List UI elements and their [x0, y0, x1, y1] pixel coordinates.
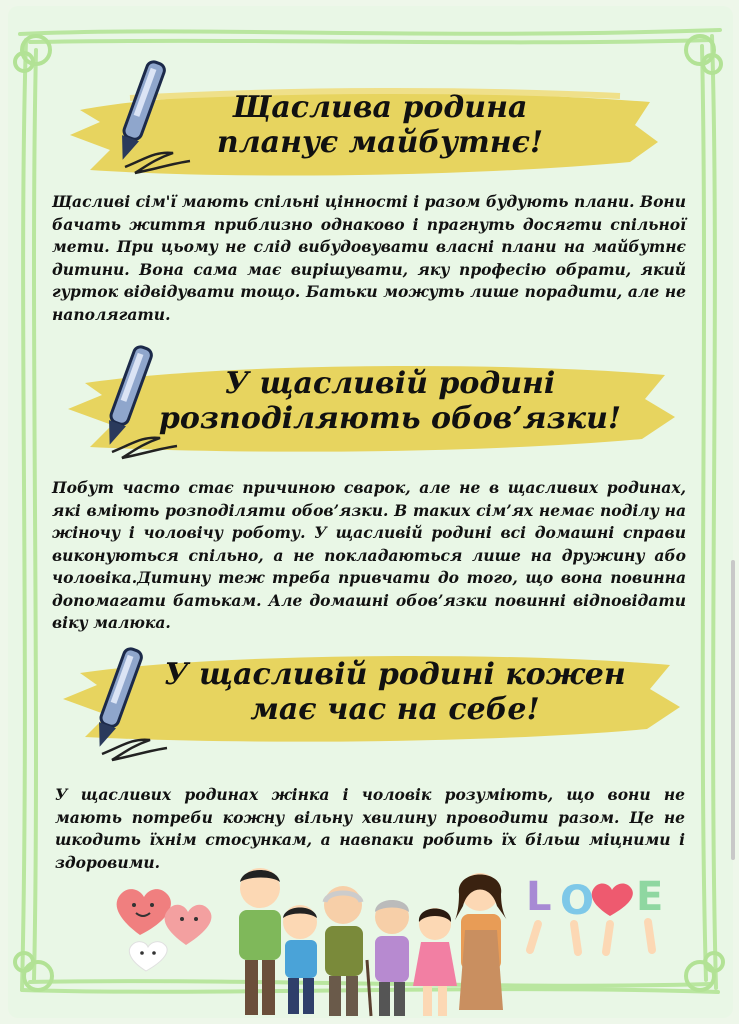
pen-icon	[72, 340, 182, 465]
section-body-2: Побут часто стає причиною сварок, але не в щасливих родинах, які вміють розподіляти обов’язки. В таких сім’ях немає поділу на жіночу і чоловічу роботу. У щасливій родині всі домашні справи виконуються спільно, а не покладаються лише на дружину або чоловіка.Дитину теж треба привчати до того, що вона повинна допомагати батькам. Але домашні обов’язки повинні відповідати віку малюка.	[52, 478, 686, 632]
section-title-3-line-2: має час на себе!	[250, 692, 540, 728]
grandma-figure	[375, 900, 409, 1016]
section-title-3	[145, 657, 645, 728]
section-title-1-line-1: Щаслива родина	[232, 90, 528, 125]
pen-icon	[62, 642, 172, 767]
love-letter-o: O	[560, 878, 595, 924]
pen-icon	[85, 55, 195, 180]
grandpa-figure	[324, 886, 371, 1016]
section-title-2	[150, 366, 630, 437]
heart-icon	[165, 905, 212, 945]
love-letter-v	[596, 842, 627, 888]
section-title-1	[150, 90, 610, 161]
section-title-1-line-2: планує майбутнє!	[216, 125, 544, 161]
love-sign	[524, 872, 674, 962]
section-body-3: У щасливих родинах жінка і чоловік розуміють, що вони не мають потреби кожну вільну хвилину проводити разом. Це не шкодить їхнім стосункам, а навпаки робить їх більш міцними і здоровими.	[55, 785, 685, 872]
father-figure	[239, 868, 281, 1015]
mother-figure	[455, 873, 507, 1010]
love-letter-e: E	[636, 874, 664, 920]
section-title-2-line-1: У щасливій родині	[224, 366, 556, 401]
section-title-3-line-1: У щасливій родині кожен	[164, 657, 626, 692]
section-body-1: Щасливі сім'ї мають спільні цінності і разом будують плани. Вони бачать життя приблизно однаково і прагнуть досягти спільної мети. При цьому не слід вибудовувати власні плани на майбутнє дитини. Вона сама має вирішувати, яку професію обрати, який гурток відвідувати тощо. Батьки можуть лише порадити, але не наполягати.	[52, 192, 686, 324]
hearts-illustration	[108, 875, 218, 975]
section-title-2-line-2: розподіляють обов’язки!	[158, 401, 622, 437]
heart-icon	[117, 889, 171, 935]
family-illustration	[225, 860, 525, 1020]
heart-icon	[129, 942, 167, 971]
girl-figure	[413, 908, 457, 1016]
boy-figure	[283, 905, 317, 1014]
love-letter-l: L	[526, 874, 552, 920]
